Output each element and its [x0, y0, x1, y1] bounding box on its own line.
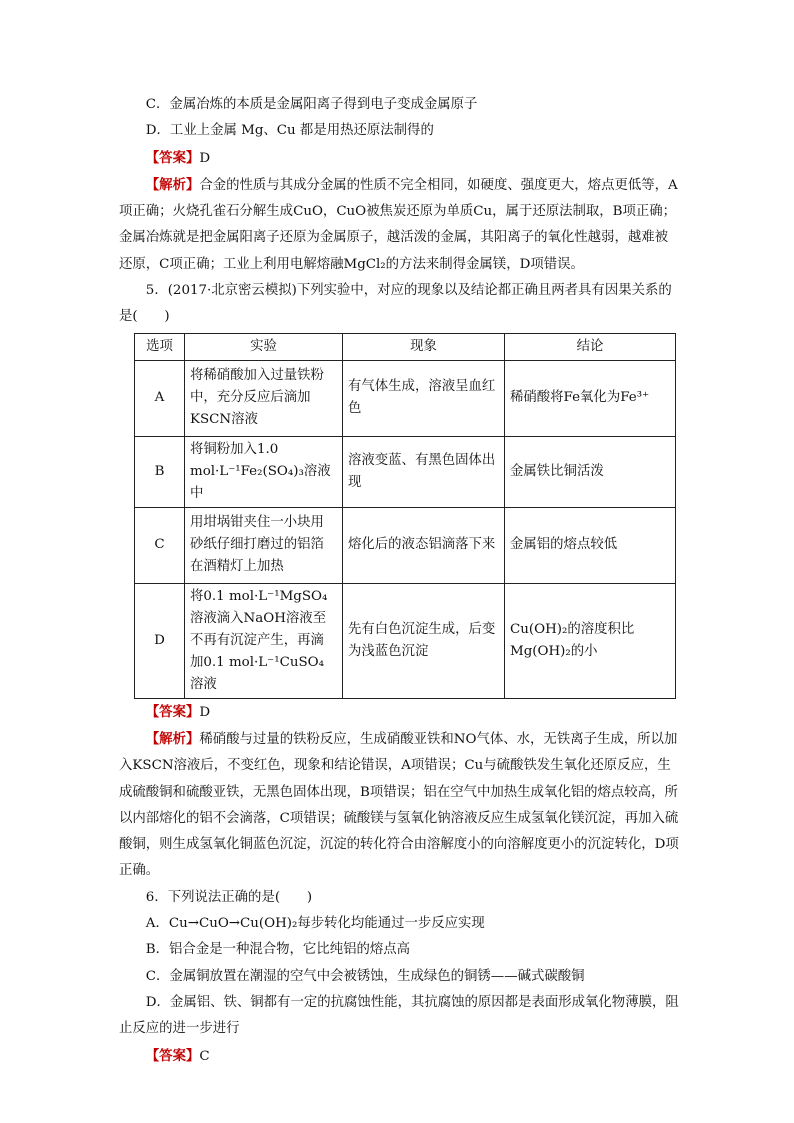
q6-answer: C: [199, 1048, 210, 1064]
row-phenomenon: 溶液变蓝、有黑色固体出现: [343, 436, 505, 507]
q5-analysis-paragraph: [119, 726, 679, 885]
row-conclusion: 金属铁比铜活泼: [505, 436, 676, 507]
q6-answer-line: [119, 1043, 679, 1070]
q6-option-d: D．金属铝、铁、铜都有一定的抗腐蚀性能，其抗腐蚀的原因都是表面形成氧化物薄膜，阻止反应的进一步进行: [119, 994, 679, 1037]
q4-option-c: C．金属冶炼的本质是金属阳离子得到电子变成金属原子: [145, 97, 478, 112]
answer-tag: 【答案】: [145, 149, 200, 166]
q4-answer: D: [199, 150, 211, 166]
row-option: A: [135, 360, 185, 436]
row-phenomenon: 有气体生成，溶液呈血红色: [343, 360, 505, 436]
q6-option-b: B．铝合金是一种混合物，它比纯铝的熔点高: [145, 942, 411, 958]
row-conclusion: 金属铝的熔点较低: [505, 507, 676, 583]
table-header-row: [135, 333, 676, 360]
row-experiment: 将铜粉加入1.0 mol·L⁻¹Fe₂(SO₄)₃溶液中: [185, 436, 343, 507]
q5-stem: 5．(2017·北京密云模拟)下列实验中，对应的现象以及结论都正确且两者具有因果关系的是( ): [119, 283, 672, 325]
row-option: B: [135, 436, 185, 507]
row-option: C: [135, 507, 185, 583]
row-conclusion: Cu(OH)₂的溶度积比Mg(OH)₂的小: [505, 583, 676, 698]
q5-answer: D: [199, 704, 211, 720]
row-phenomenon: 先有白色沉淀生成，后变为浅蓝色沉淀: [343, 583, 505, 698]
row-experiment: 将稀硝酸加入过量铁粉中，充分反应后滴加KSCN溶液: [185, 360, 343, 436]
table-row: [135, 507, 676, 583]
row-conclusion: 稀硝酸将Fe氧化为Fe³⁺: [505, 360, 676, 436]
header-experiment: 实验: [185, 333, 343, 360]
header-phenomenon: 现象: [343, 333, 505, 360]
table-row: [135, 360, 676, 436]
q4-option-d: D．工业上金属 Mg、Cu 都是用热还原法制得的: [145, 123, 434, 139]
q6-option-a: A．Cu→CuO→Cu(OH)₂每步转化均能通过一步反应实现: [145, 916, 485, 932]
analysis-tag: 【解析】: [145, 176, 200, 193]
row-phenomenon: 熔化后的液态铝滴落下来: [343, 507, 505, 583]
q6-stem: 6．下列说法正确的是( ): [145, 889, 313, 905]
answer-tag: 【答案】: [145, 703, 200, 720]
table-row: [135, 583, 676, 698]
row-experiment: 将0.1 mol·L⁻¹MgSO₄溶液滴入NaOH溶液至不再有沉淀产生，再滴加0.1 mol·L⁻¹CuSO₄溶液: [185, 583, 343, 698]
q6-option-c: C．金属铜放置在潮湿的空气中会被锈蚀，生成绿色的铜锈——碱式碳酸铜: [145, 968, 585, 984]
experiment-table: [134, 333, 676, 699]
header-option: 选项: [135, 333, 185, 360]
header-conclusion: 结论: [505, 333, 676, 360]
row-option: D: [135, 583, 185, 698]
q5-answer-line: [119, 699, 679, 726]
row-experiment: 用坩埚钳夹住一小块用砂纸仔细打磨过的铝箔在酒精灯上加热: [185, 507, 343, 583]
q4-answer-line: [119, 145, 679, 172]
analysis-tag: 【解析】: [145, 730, 200, 747]
q5-analysis: 稀硝酸与过量的铁粉反应，生成硝酸亚铁和NO气体、水，无铁离子生成，所以加入KSCN溶液后，不变红色，现象和结论错误，A项错误；Cu与硫酸铁发生氧化还原反应，生成硫酸铜和硫酸亚铁，无黑色固体出现，B项错误；铝在空气中加热生成氧化铝的熔点较高，所以内部熔化的铝不会滴落，C项错误；硫酸镁与氢氧化钠溶液反应生成氢氧化镁沉淀，再加入硫酸铜，则生成氢氧化铜蓝色沉淀，沉淀的转化符合由溶解度小的向溶解度更小的沉淀转化，D项正确。: [119, 731, 679, 879]
answer-tag: 【答案】: [145, 1047, 200, 1064]
table-row: [135, 436, 676, 507]
q4-analysis: 合金的性质与其成分金属的性质不完全相同，如硬度、强度更大，熔点更低等，A项正确；火烧孔雀石分解生成CuO，CuO被焦炭还原为单质Cu，属于还原法制取，B项正确；金属冶炼就是把金属阳离子还原为金属原子，越活泼的金属，其阳离子的氧化性越弱，越难被还原，C项正确；工业上利用电解熔融MgCl₂的方法来制得金属镁，D项错误。: [119, 177, 678, 272]
document-body: [119, 92, 679, 1070]
q4-analysis-paragraph: [119, 172, 679, 278]
